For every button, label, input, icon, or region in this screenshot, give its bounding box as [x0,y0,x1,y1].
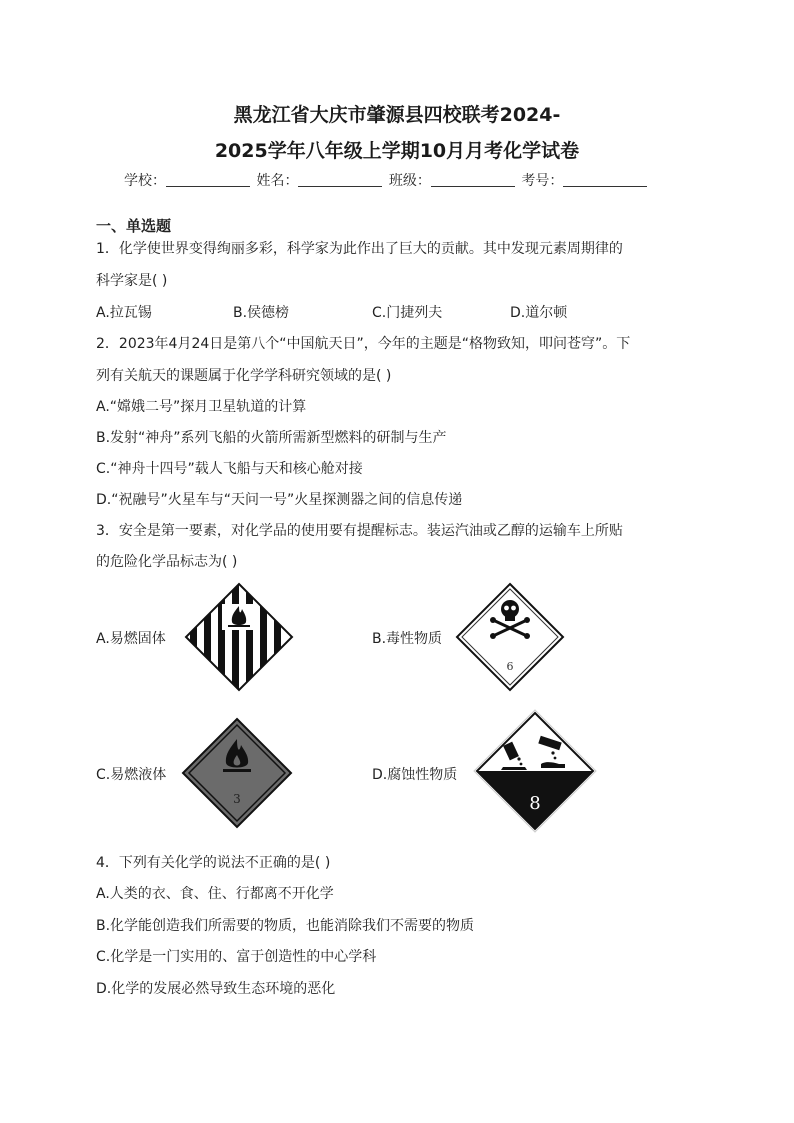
q3-option-c[interactable]: C.易燃液体 [96,767,167,783]
q1-stem-line1: 1．化学使世界变得绚丽多彩，科学家为此作出了巨大的贡献。其中发现元素周期律的 [96,241,623,257]
q2-option-d[interactable]: D.“祝融号”火星车与“天问一号”火星探测器之间的信息传递 [96,492,463,508]
student-info-row [124,170,649,190]
flammable-liquid-sign-icon [181,717,293,829]
section-title: 一、单选题 [96,217,172,235]
field-school-blank[interactable] [166,172,250,187]
field-number-label: 考号： [521,173,564,189]
field-class-label: 班级： [388,173,431,189]
q4-option-d[interactable]: D.化学的发展必然导致生态环境的恶化 [96,981,336,997]
sign-c-number: 3 [233,792,241,806]
exam-title-line2: 2025学年八年级上学期10月月考化学试卷 [214,140,580,162]
q2-option-b[interactable]: B.发射“神舟”系列飞船的火箭所需新型燃料的研制与生产 [96,430,447,446]
q1-option-d[interactable]: D.道尔顿 [510,305,568,321]
sign-b-number: 6 [506,660,514,673]
q4-option-c[interactable]: C.化学是一门实用的、富于创造性的中心学科 [96,949,377,965]
q1-option-b[interactable]: B.侯德榜 [233,305,290,321]
q3-stem-line2: 的危险化学品标志为( ) [96,554,238,570]
field-school-label: 学校： [124,173,166,189]
q3-option-d[interactable]: D.腐蚀性物质 [372,767,458,783]
flammable-solid-sign-icon [184,582,294,692]
q1-option-a[interactable]: A.拉瓦锡 [96,305,152,321]
q2-stem-line1: 2．2023年4月24日是第八个“中国航天日”，今年的主题是“格物致知，叩问苍穹”。下 [96,336,631,352]
q2-option-a[interactable]: A.“嫦娥二号”探月卫星轨道的计算 [96,399,307,415]
corrosive-sign-icon [473,709,597,833]
field-name-blank[interactable] [298,172,382,187]
q1-option-c[interactable]: C.门捷列夫 [372,305,443,321]
q4-stem-line1: 4．下列有关化学的说法不正确的是( ) [96,855,331,871]
sign-d-number: 8 [529,793,541,814]
q3-option-b[interactable]: B.毒性物质 [372,631,443,647]
q3-stem-line1: 3．安全是第一要素，对化学品的使用要有提醒标志。装运汽油或乙醇的运输车上所贴 [96,523,623,539]
q3-option-a[interactable]: A.易燃固体 [96,631,166,647]
q4-option-a[interactable]: A.人类的衣、食、住、行都离不开化学 [96,886,334,902]
q2-stem-line2: 列有关航天的课题属于化学学科研究领域的是( ) [96,368,392,384]
q4-option-b[interactable]: B.化学能创造我们所需要的物质，也能消除我们不需要的物质 [96,918,475,934]
field-number-blank[interactable] [563,172,647,187]
q2-option-c[interactable]: C.“神舟十四号”载人飞船与天和核心舱对接 [96,461,363,477]
field-name-label: 姓名： [256,173,299,189]
exam-title-line1: 黑龙江省大庆市肇源县四校联考2024- [233,104,561,126]
field-class-blank[interactable] [431,172,515,187]
toxic-skull-sign-icon [455,582,565,692]
q1-stem-line2: 科学家是( ) [96,273,168,289]
